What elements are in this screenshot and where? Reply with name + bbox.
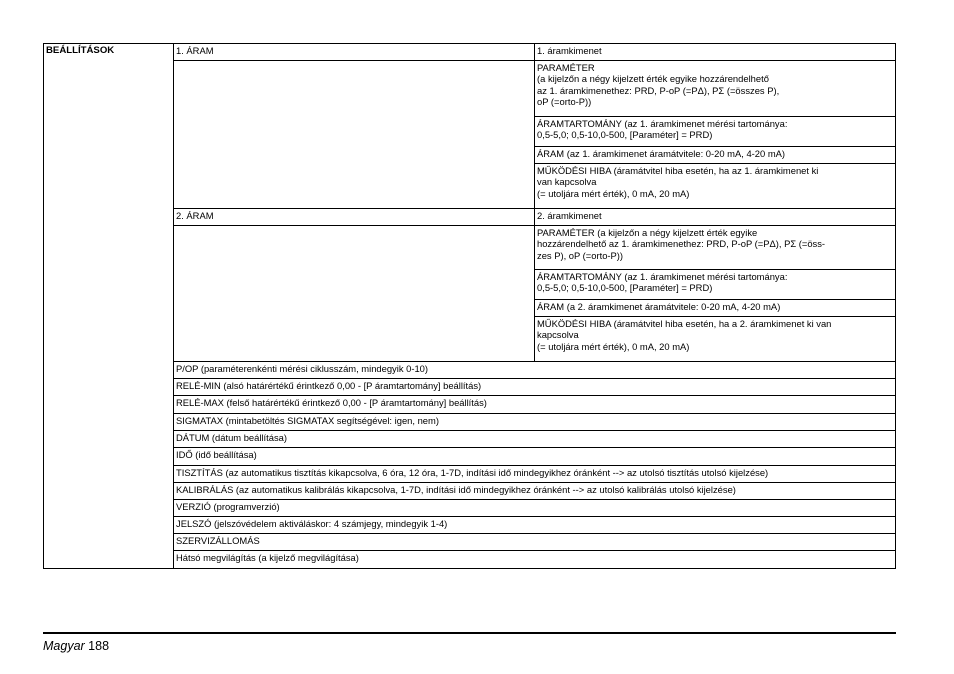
aram2-label: 2. ÁRAM [174, 209, 535, 226]
page-footer [43, 639, 109, 653]
aram1-label: 1. ÁRAM [174, 44, 535, 61]
footer-language: Magyar [43, 639, 85, 653]
aram1-empty-cell [174, 61, 535, 209]
aram2-item: PARAMÉTER (a kijelzőn a négy kijelzett érték egyike hozzárendelhető az 1. áramkimenethez: PRD, P-oP (=PΔ), PΣ (=öss- zes P), oP (=orto-P)) [535, 226, 896, 270]
aram1-item: ÁRAM (az 1. áramkimenet áramátvitele: 0-20 mA, 4-20 mA) [535, 147, 896, 164]
footer-divider [43, 632, 896, 634]
setting-row: DÁTUM (dátum beállítása) [174, 431, 896, 448]
setting-row: IDŐ (idő beállítása) [174, 448, 896, 466]
section-label: BEÁLLÍTÁSOK [44, 44, 174, 569]
setting-row: TISZTÍTÁS (az automatikus tisztítás kikapcsolva, 6 óra, 12 óra, 1-7D, indítási idő mindegyikhez óránként --> az utolsó tisztítás utolsó kijelzése) [174, 466, 896, 483]
setting-row: VERZIÓ (programverzió) [174, 500, 896, 517]
setting-row: RELÉ-MIN (alsó határértékű érintkező 0,00 - [P áramtartomány] beállítás) [174, 379, 896, 396]
setting-row: RELÉ-MAX (felső határértékű érintkező 0,00 - [P áramtartomány] beállítás) [174, 396, 896, 414]
aram1-item: PARAMÉTER (a kijelzőn a négy kijelzett érték egyike hozzárendelhető az 1. áramkimenethez: PRD, P-oP (=PΔ), PΣ (=összes P), oP (=orto-P)) [535, 61, 896, 117]
aram2-item: 2. áramkimenet [535, 209, 896, 226]
setting-row: SZERVIZÁLLOMÁS [174, 534, 896, 551]
setting-row: JELSZÓ (jelszóvédelem aktiváláskor: 4 számjegy, mindegyik 1-4) [174, 517, 896, 534]
table-row [44, 44, 896, 61]
aram2-item: ÁRAMTARTOMÁNY (az 1. áramkimenet mérési tartománya: 0,5-5,0; 0,5-10,0-500, [Paraméter] = PRD) [535, 270, 896, 300]
aram2-item: MŰKÖDÉSI HIBA (áramátvitel hiba esetén, ha a 2. áramkimenet ki van kapcsolva (= utoljára mért érték), 0 mA, 20 mA) [535, 317, 896, 362]
aram1-item: ÁRAMTARTOMÁNY (az 1. áramkimenet mérési tartománya: 0,5-5,0; 0,5-10,0-500, [Paraméter] = PRD) [535, 117, 896, 147]
aram1-item: MŰKÖDÉSI HIBA (áramátvitel hiba esetén, ha az 1. áramkimenet ki van kapcsolva (= utoljára mért érték), 0 mA, 20 mA) [535, 164, 896, 209]
setting-row: P/OP (paraméterenkénti mérési ciklusszám, mindegyik 0-10) [174, 362, 896, 379]
settings-table [43, 43, 896, 569]
aram2-empty-cell [174, 226, 535, 362]
setting-row: Hátsó megvilágítás (a kijelző megvilágítása) [174, 551, 896, 569]
aram1-item: 1. áramkimenet [535, 44, 896, 61]
aram2-item: ÁRAM (a 2. áramkimenet áramátvitele: 0-20 mA, 4-20 mA) [535, 300, 896, 317]
page-number: 188 [88, 639, 110, 653]
setting-row: SIGMATAX (mintabetöltés SIGMATAX segítségével: igen, nem) [174, 414, 896, 431]
setting-row: KALIBRÁLÁS (az automatikus kalibrálás kikapcsolva, 1-7D, indítási idő mindegyikhez óránként --> az utolsó kalibrálás utolsó kijelzése) [174, 483, 896, 500]
